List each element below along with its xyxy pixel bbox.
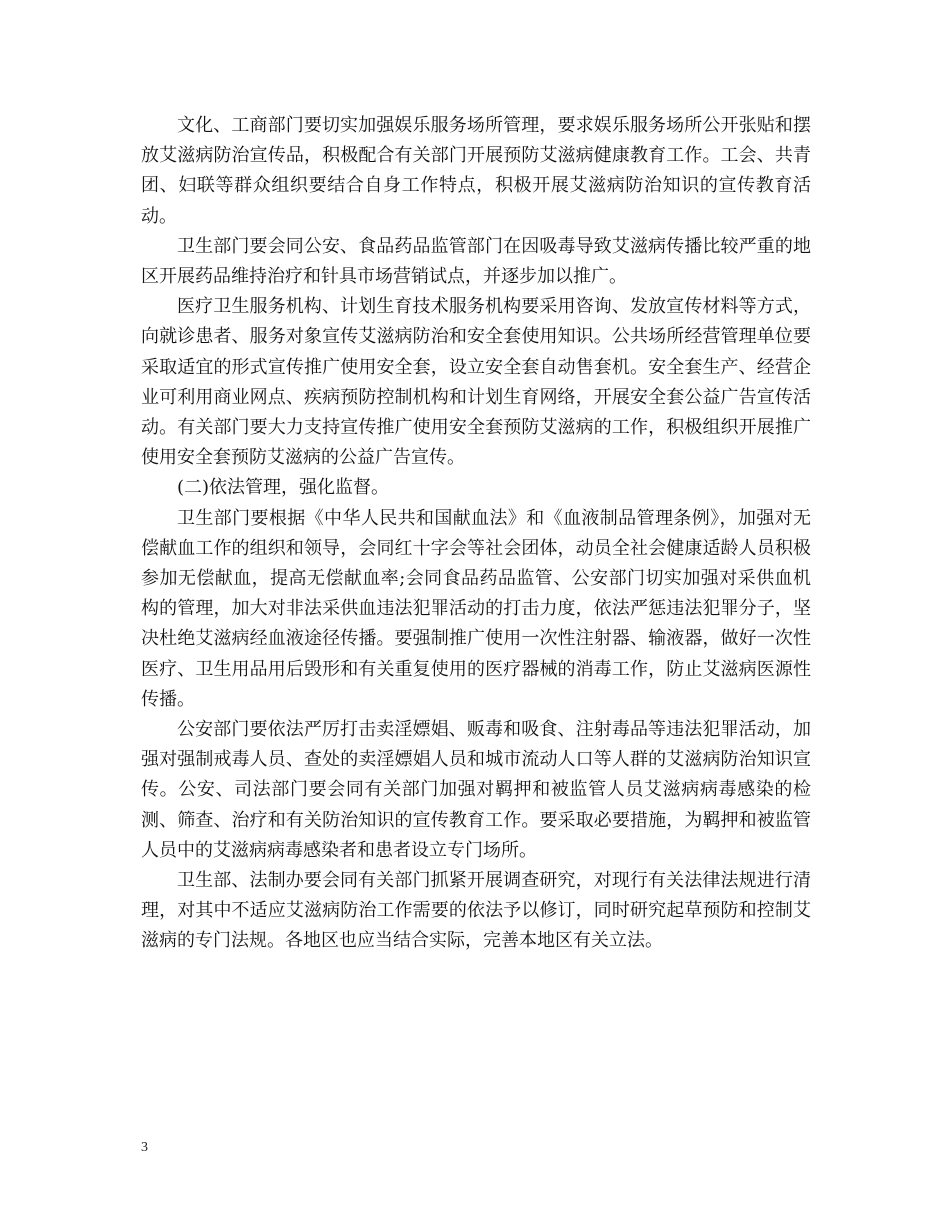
paragraph: 卫生部、法制办要会同有关部门抓紧开展调查研究，对现行有关法律法规进行清理，对其中不适应艾滋病防治工作需要的依法予以修订，同时研究起草预防和控制艾滋病的专门法规。各地区也应当结合实际，完善本地区有关立法。 bbox=[141, 870, 811, 952]
document-body bbox=[141, 111, 811, 957]
paragraph: 医疗卫生服务机构、计划生育技术服务机构要采用咨询、发放宣传材料等方式，向就诊患者、服务对象宣传艾滋病防治和安全套使用知识。公共场所经营管理单位要采取适宜的形式宣传推广使用安全套，设立安全套自动售套机。安全套生产、经营企业可利用商业网点、疾病预防控制机构和计划生育网络，开展安全套公益广告宣传活动。有关部门要大力支持宣传推广使用安全套预防艾滋病的工作，积极组织开展推广使用安全套预防艾滋病的公益广告宣传。 bbox=[141, 296, 811, 469]
paragraph: 卫生部门要会同公安、食品药品监管部门在因吸毒导致艾滋病传播比较严重的地区开展药品维持治疗和针具市场营销试点，并逐步加以推广。 bbox=[141, 235, 811, 288]
page-number: 3 bbox=[141, 1140, 148, 1155]
section-heading: (二)依法管理，强化监督。 bbox=[177, 477, 390, 499]
paragraph: 公安部门要依法严厉打击卖淫嫖娼、贩毒和吸食、注射毒品等违法犯罪活动，加强对强制戒毒人员、查处的卖淫嫖娼人员和城市流动人口等人群的艾滋病防治知识宣传。公安、司法部门要会同有关部门加强对羁押和被监管人员艾滋病病毒感染的检测、筛查、治疗和有关防治知识的宣传教育工作。要采取必要措施，为羁押和被监管人员中的艾滋病病毒感染者和患者设立专门场所。 bbox=[141, 719, 811, 861]
paragraph: 卫生部门要根据《中华人民共和国献血法》和《血液制品管理条例》，加强对无偿献血工作的组织和领导，会同红十字会等社会团体，动员全社会健康适龄人员积极参加无偿献血，提高无偿献血率;会同食品药品监管、公安部门切实加强对采供血机构的管理，加大对非法采供血违法犯罪活动的打击力度，依法严惩违法犯罪分子，坚决杜绝艾滋病经血液途径传播。要强制推广使用一次性注射器、输液器，做好一次性医疗、卫生用品用后毁形和有关重复使用的医疗器械的消毒工作，防止艾滋病医源性传播。 bbox=[141, 507, 811, 710]
paragraph: 文化、工商部门要切实加强娱乐服务场所管理，要求娱乐服务场所公开张贴和摆放艾滋病防治宣传品，积极配合有关部门开展预防艾滋病健康教育工作。工会、共青团、妇联等群众组织要结合自身工作特点，积极开展艾滋病防治知识的宣传教育活动。 bbox=[141, 115, 811, 227]
